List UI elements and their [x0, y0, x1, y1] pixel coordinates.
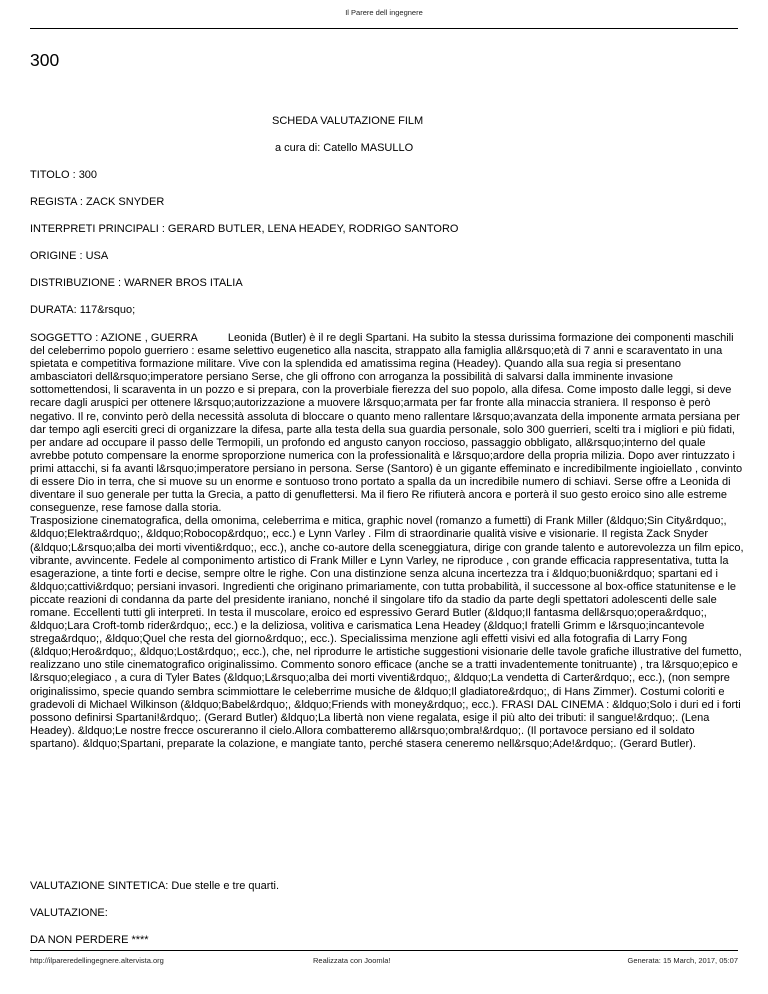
footer-divider [30, 950, 738, 951]
soggetto-label: SOGGETTO : AZIONE , GUERRA [30, 332, 198, 344]
field-durata: DURATA: 117&rsquo; [30, 304, 136, 316]
field-regista: REGISTA : ZACK SNYDER [30, 196, 165, 208]
critique-paragraph: Trasposizione cinematografica, della omonima, celeberrima e mitica, graphic novel (romanzo a fumetti) di Frank Miller (&ldquo;Sin City&rdquo;, &ldquo;Elektra&rdquo;, &ldquo;Robocop&rdquo;, ecc.) e Lynn Varley . Film di straordinarie qualità visive e visionarie. Il regista Zack Snyder (&ldquo;L&rsquo;alba dei morti viventi&rdquo;, ecc.), anche co-autore della sceneggiatura, dirige con grande talento e autorevolezza un film epico, vibrante, avvincente. Fedele al componimento artistico di Frank Miller e Lynn Varley, ne riproduce , con grande efficacia rappresentativa, tutta la esagerazione, a tinte forti e decise, sempre oltre le righe. Con una distinzione senza alcuna incertezza tra i &ldquo;buoni&rdquo; spartani ed i &ldquo;cattivi&rdquo; persiani invasori. Ingredienti che originano primariamente, con tutta probabilità, il successone al box-office statunitense e le piccate reazioni di condanna da parte del presidente iraniano, nonché il singolare tifo da stadio da parte degli spettatori adolescenti delle sale romane. Eccellenti tutti gli interpreti. In testa il muscolare, eroico ed espressivo Gerard Butler (&ldquo;Il fantasma dell&rsquo;opera&rdquo;, &ldquo;Lara Croft-tomb rider&rdquo;, ecc.) e la deliziosa, volitiva e carismatica Lena Headey (&ldquo;I fratelli Grimm e l&rsquo;incantevole strega&rdquo;, &ldquo;Quel che resta del giorno&rdquo;, ecc.). Specialissima menzione agli effetti visivi ed alla fotografia di Larry Fong (&ldquo;Hero&rdquo;, &ldquo;Lost&rdquo;, ecc.), che, nel riprodurre le artistiche suggestioni visionarie delle tavole grafiche illustrative del fumetto, realizzano uno stile cinematografico originalissimo. Commento sonoro efficace (anche se a tratti invadentemente tonitruante) , tra l&rsquo;epico e l&rsquo;elegiaco , a cura di Tyler Bates (&ldquo;L&rsquo;alba dei morti viventi&rdquo;, &ldquo;La vendetta di Carter&rdquo;, ecc.), (non sempre originalissimo, specie quando sembra scimmiottare le celeberrime musiche de &ldquo;Il gladiatore&rdquo;, di Hans Zimmer). Costumi coloriti e gradevoli di Michael Wilkinson (&ldquo;Babel&rdquo;, &ldquo;Friends with money&rdquo;, ecc.). FRASI DAL CINEMA : &ldquo;Solo i duri ed i forti possono definirsi Spartani!&rdquo;. (Gerard Butler) &ldquo;La libertà non viene regalata, esige il più alto dei tributi: il sangue!&rdquo;. (Lena Headey). &ldquo;Le nostre frecce oscureranno il cielo.Allora combatteremo all&rsquo;ombra!&rdquo;. (Il portavoce persiano ed il soldato spartano). &ldquo;Spartani, preparate la colazione, e mangiate tanto, perché stasera ceneremo nell&rsquo;Ade!&rdquo;. (Gerard Butler). [30, 515, 744, 750]
header-divider [30, 28, 738, 29]
page-title: 300 [30, 49, 60, 70]
field-titolo: TITOLO : 300 [30, 169, 98, 181]
valutazione-sintetica: VALUTAZIONE SINTETICA: Due stelle e tre quarti. [30, 880, 279, 892]
field-interpreti: INTERPRETI PRINCIPALI : GERARD BUTLER, LENA HEADEY, RODRIGO SANTORO [30, 223, 459, 235]
plot-paragraph: Leonida (Butler) è il re degli Spartani. Ha subito la stessa durissima formazione dei componenti maschili del celeberrimo popolo guerriero : esame selettivo eugenetico alla nascita, strappato alla famiglia all&rsquo;età di 7 anni e scaraventato in una spietata e competitiva formazione militare. Vive con la splendida ed amatissima regina (Headey). Quando alla sua regia si presentano ambasciatori dell&rsquo;imperatore persiano Serse, che gli offrono con arroganza la possibilità di salvarsi dalla imminente invasione sottomettendosi, li scaraventa in un pozzo e si prepara, con la proverbiale fierezza del suo popolo, alla difesa. Come imposto dalle leggi, si deve recare dagli aruspici per ottenere l&rsquo;autorizzazione a muovere l&rsquo;armata per far fronte alla minaccia straniera. Il responso è però negativo. Il re, convinto però della necessità assoluta di bloccare o quanto meno rallentare l&rsquo;avanzata della imponente armata persiana per dar tempo agli eserciti greci di organizzare la difesa, parte alla testa della sua guardia personale, solo 300 guerrieri, scelti tra i migliori e più fidati, per andare ad occupare il passo delle Termopili, un profondo ed angusto canyon roccioso, passaggio obbligato, all&rsquo;interno del quale avrebbe potuto compensare la enorme sproporzione numerica con la professionalità e l&rsquo;ardore della propria milizia. Dopo aver rintuzzato i primi attacchi, si fa avanti l&rsquo;imperatore persiano in persona. Serse (Santoro) è un gigante effeminato e incredibilmente ingioiellato , convinto di essere Dio in terra, che si muove su un enorme e sontuoso trono portato a spalla da un incredibile numero di schiavi. Serse offre a Leonida di diventare il suo generale per tutta la Grecia, a patto di genuflettersi. Ma il fiero Re rifiuterà ancora e porterà il suo gesto eroico sino alle estreme conseguenze, rese famose dalla storia. [30, 332, 743, 515]
footer-url: http://ilpareredellingegnere.altervista.org [30, 956, 164, 965]
field-distribuzione: DISTRIBUZIONE : WARNER BROS ITALIA [30, 277, 243, 289]
author-line: a cura di: Catello MASULLO [275, 142, 414, 154]
footer-made-with: Realizzata con Joomla! [313, 956, 391, 965]
site-header: Il Parere dell ingegnere [345, 8, 423, 17]
field-origine: ORIGINE : USA [30, 250, 109, 262]
valutazione-label: VALUTAZIONE: [30, 907, 108, 919]
footer-generated: Generata: 15 March, 2017, 05:07 [627, 956, 738, 965]
doc-heading: SCHEDA VALUTAZIONE FILM [272, 115, 424, 127]
valutazione-verdict: DA NON PERDERE **** [30, 934, 149, 946]
review-body [30, 332, 745, 751]
